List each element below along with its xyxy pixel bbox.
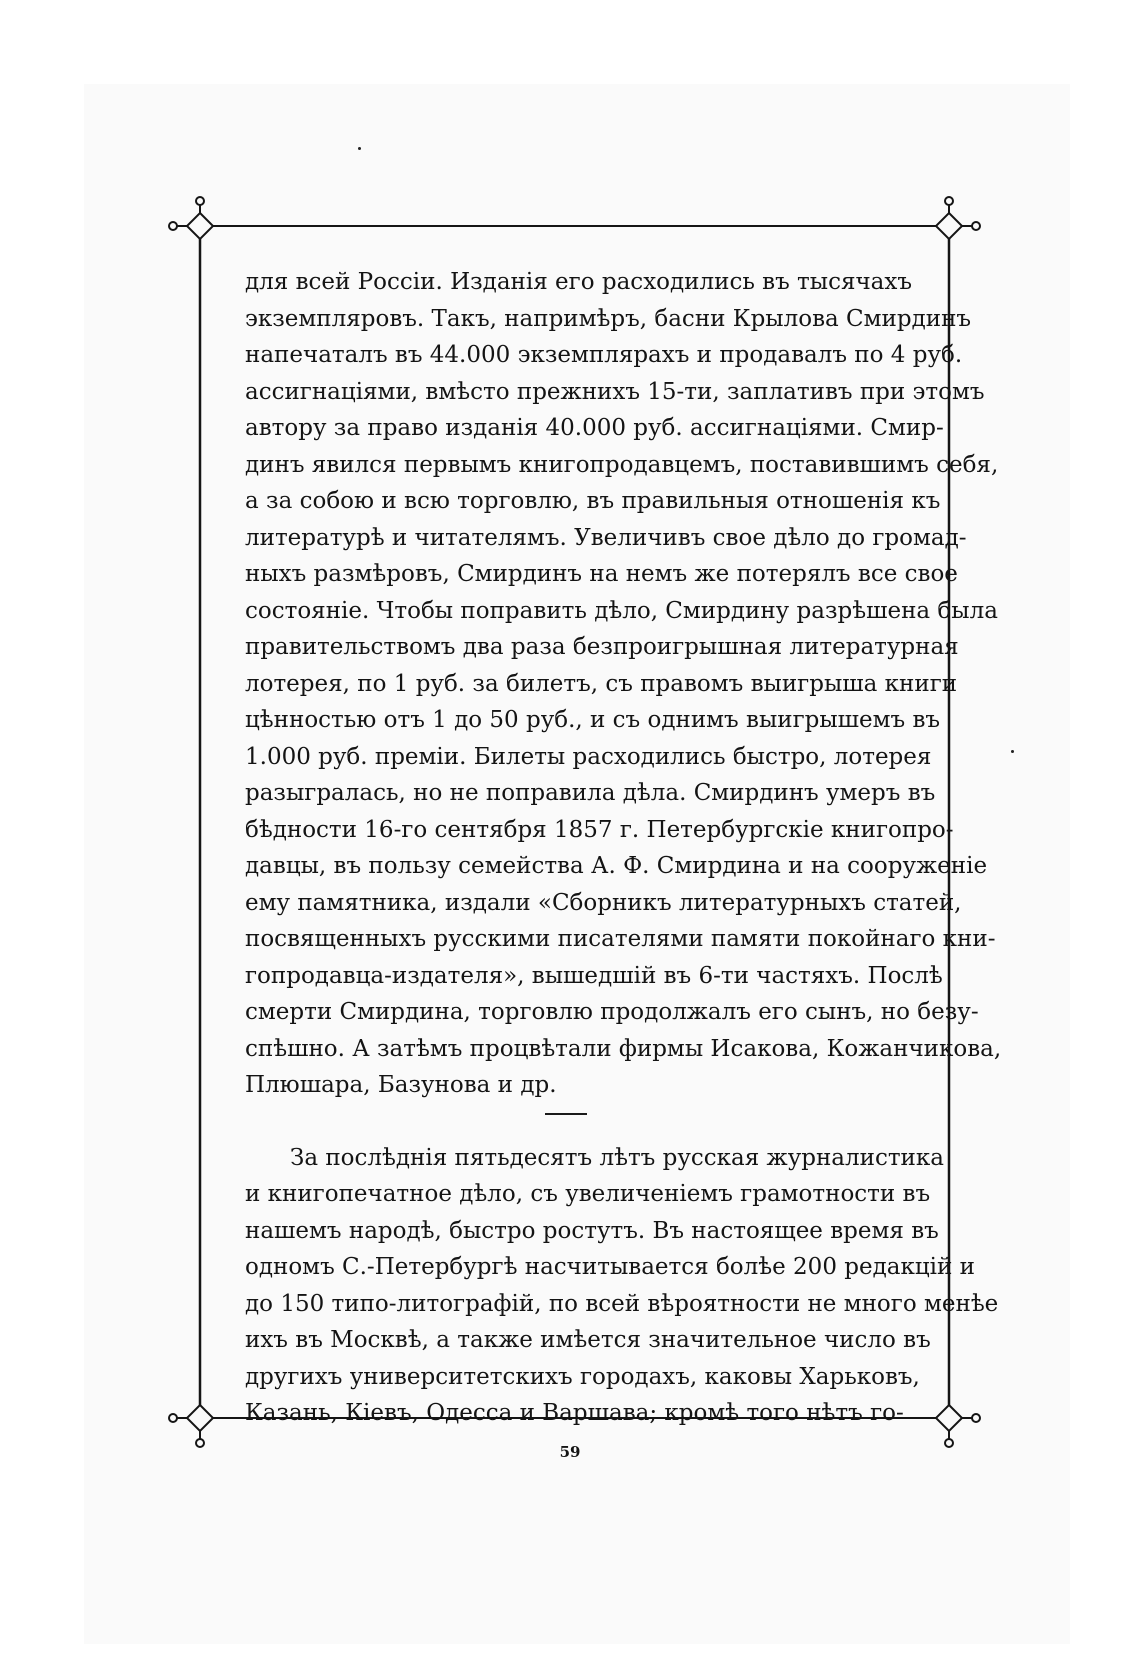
text-line: разыгралась, но не поправила дѣла. Смирдинъ умеръ въ xyxy=(245,780,936,806)
print-speck xyxy=(1011,750,1014,753)
text-line: ныхъ размѣровъ, Смирдинъ на немъ же потерялъ все свое xyxy=(245,561,958,587)
text-line: спѣшно. А затѣмъ процвѣтали фирмы Исакова, Кожанчикова, xyxy=(245,1035,1002,1062)
text-line: Казань, Кіевъ, Одесса и Варшава; кромѣ того нѣтъ го- xyxy=(245,1400,904,1426)
corner-ornament-bottom-left xyxy=(169,1397,223,1447)
text-line: автору за право изданія 40.000 руб. ассигнаціями. Смир- xyxy=(245,415,944,441)
page-number: 59 xyxy=(559,1443,581,1461)
section-divider xyxy=(245,1104,908,1124)
corner-ornament-top-right xyxy=(926,197,980,247)
text-line: напечаталъ въ 44.000 экземплярахъ и продавалъ по 4 руб. xyxy=(245,342,963,368)
print-speck xyxy=(358,147,361,150)
text-line: За послѣднія пятьдесятъ лѣтъ русская журналистика xyxy=(290,1144,944,1171)
text-line: одномъ С.-Петербургѣ насчитывается болѣе 200 редакцій и xyxy=(245,1254,975,1280)
text-line: лотерея, по 1 руб. за билетъ, съ правомъ выигрыша книги xyxy=(245,670,958,697)
text-line: нашемъ народѣ, быстро ростутъ. Въ настоящее время въ xyxy=(245,1217,939,1244)
text-line: давцы, въ пользу семейства А. Ф. Смирдина и на сооруженіе xyxy=(245,853,988,879)
text-line: цѣнностью отъ 1 до 50 руб., и съ однимъ выигрышемъ въ xyxy=(245,707,941,733)
body-text xyxy=(245,264,1002,1432)
text-line: бѣдности 16-го сентября 1857 г. Петербургскіе книгопро- xyxy=(245,816,954,843)
text-line: динъ явился первымъ книгопродавцемъ, поставившимъ себя, xyxy=(245,451,999,478)
paragraph xyxy=(245,1140,999,1432)
text-line: состояніе. Чтобы поправить дѣло, Смирдину разрѣшена была xyxy=(245,597,998,624)
text-line: ассигнаціями, вмѣсто прежнихъ 15-ти, заплативъ при этомъ xyxy=(245,378,985,405)
text-line: 1.000 руб. преміи. Билеты расходились быстро, лотерея xyxy=(245,743,932,770)
corner-ornament-bottom-right xyxy=(926,1397,980,1447)
text-line: смерти Смирдина, торговлю продолжалъ его сынъ, но безу- xyxy=(245,999,979,1025)
text-line: до 150 типо-литографій, по всей вѣроятности не много менѣе xyxy=(245,1290,999,1317)
paragraph xyxy=(245,264,1002,1104)
text-line: другихъ университетскихъ городахъ, каковы Харьковъ, xyxy=(245,1363,920,1390)
text-line: и книгопечатное дѣло, съ увеличеніемъ грамотности въ xyxy=(245,1181,931,1207)
text-line: Плюшара, Базунова и др. xyxy=(245,1072,557,1098)
corner-ornament-top-left xyxy=(169,197,223,247)
text-line: посвященныхъ русскими писателями памяти покойнаго кни- xyxy=(245,926,996,952)
text-line: литературѣ и читателямъ. Увеличивъ свое дѣло до громад- xyxy=(245,524,967,551)
text-line: ихъ въ Москвѣ, а также имѣется значительное число въ xyxy=(245,1327,931,1353)
short-rule xyxy=(545,1113,587,1115)
text-line: а за собою и всю торговлю, въ правильныя отношенія къ xyxy=(245,488,941,514)
text-line: ему памятника, издали «Сборникъ литературныхъ статей, xyxy=(245,889,962,916)
text-line: правительствомъ два раза безпроигрышная литературная xyxy=(245,634,959,660)
text-line: для всей Россіи. Изданія его расходились въ тысячахъ xyxy=(245,269,912,295)
text-line: гопродавца-издателя», вышедшій въ 6-ти частяхъ. Послѣ xyxy=(245,962,943,989)
text-line: экземпляровъ. Такъ, напримѣръ, басни Крылова Смирдинъ xyxy=(245,305,972,332)
